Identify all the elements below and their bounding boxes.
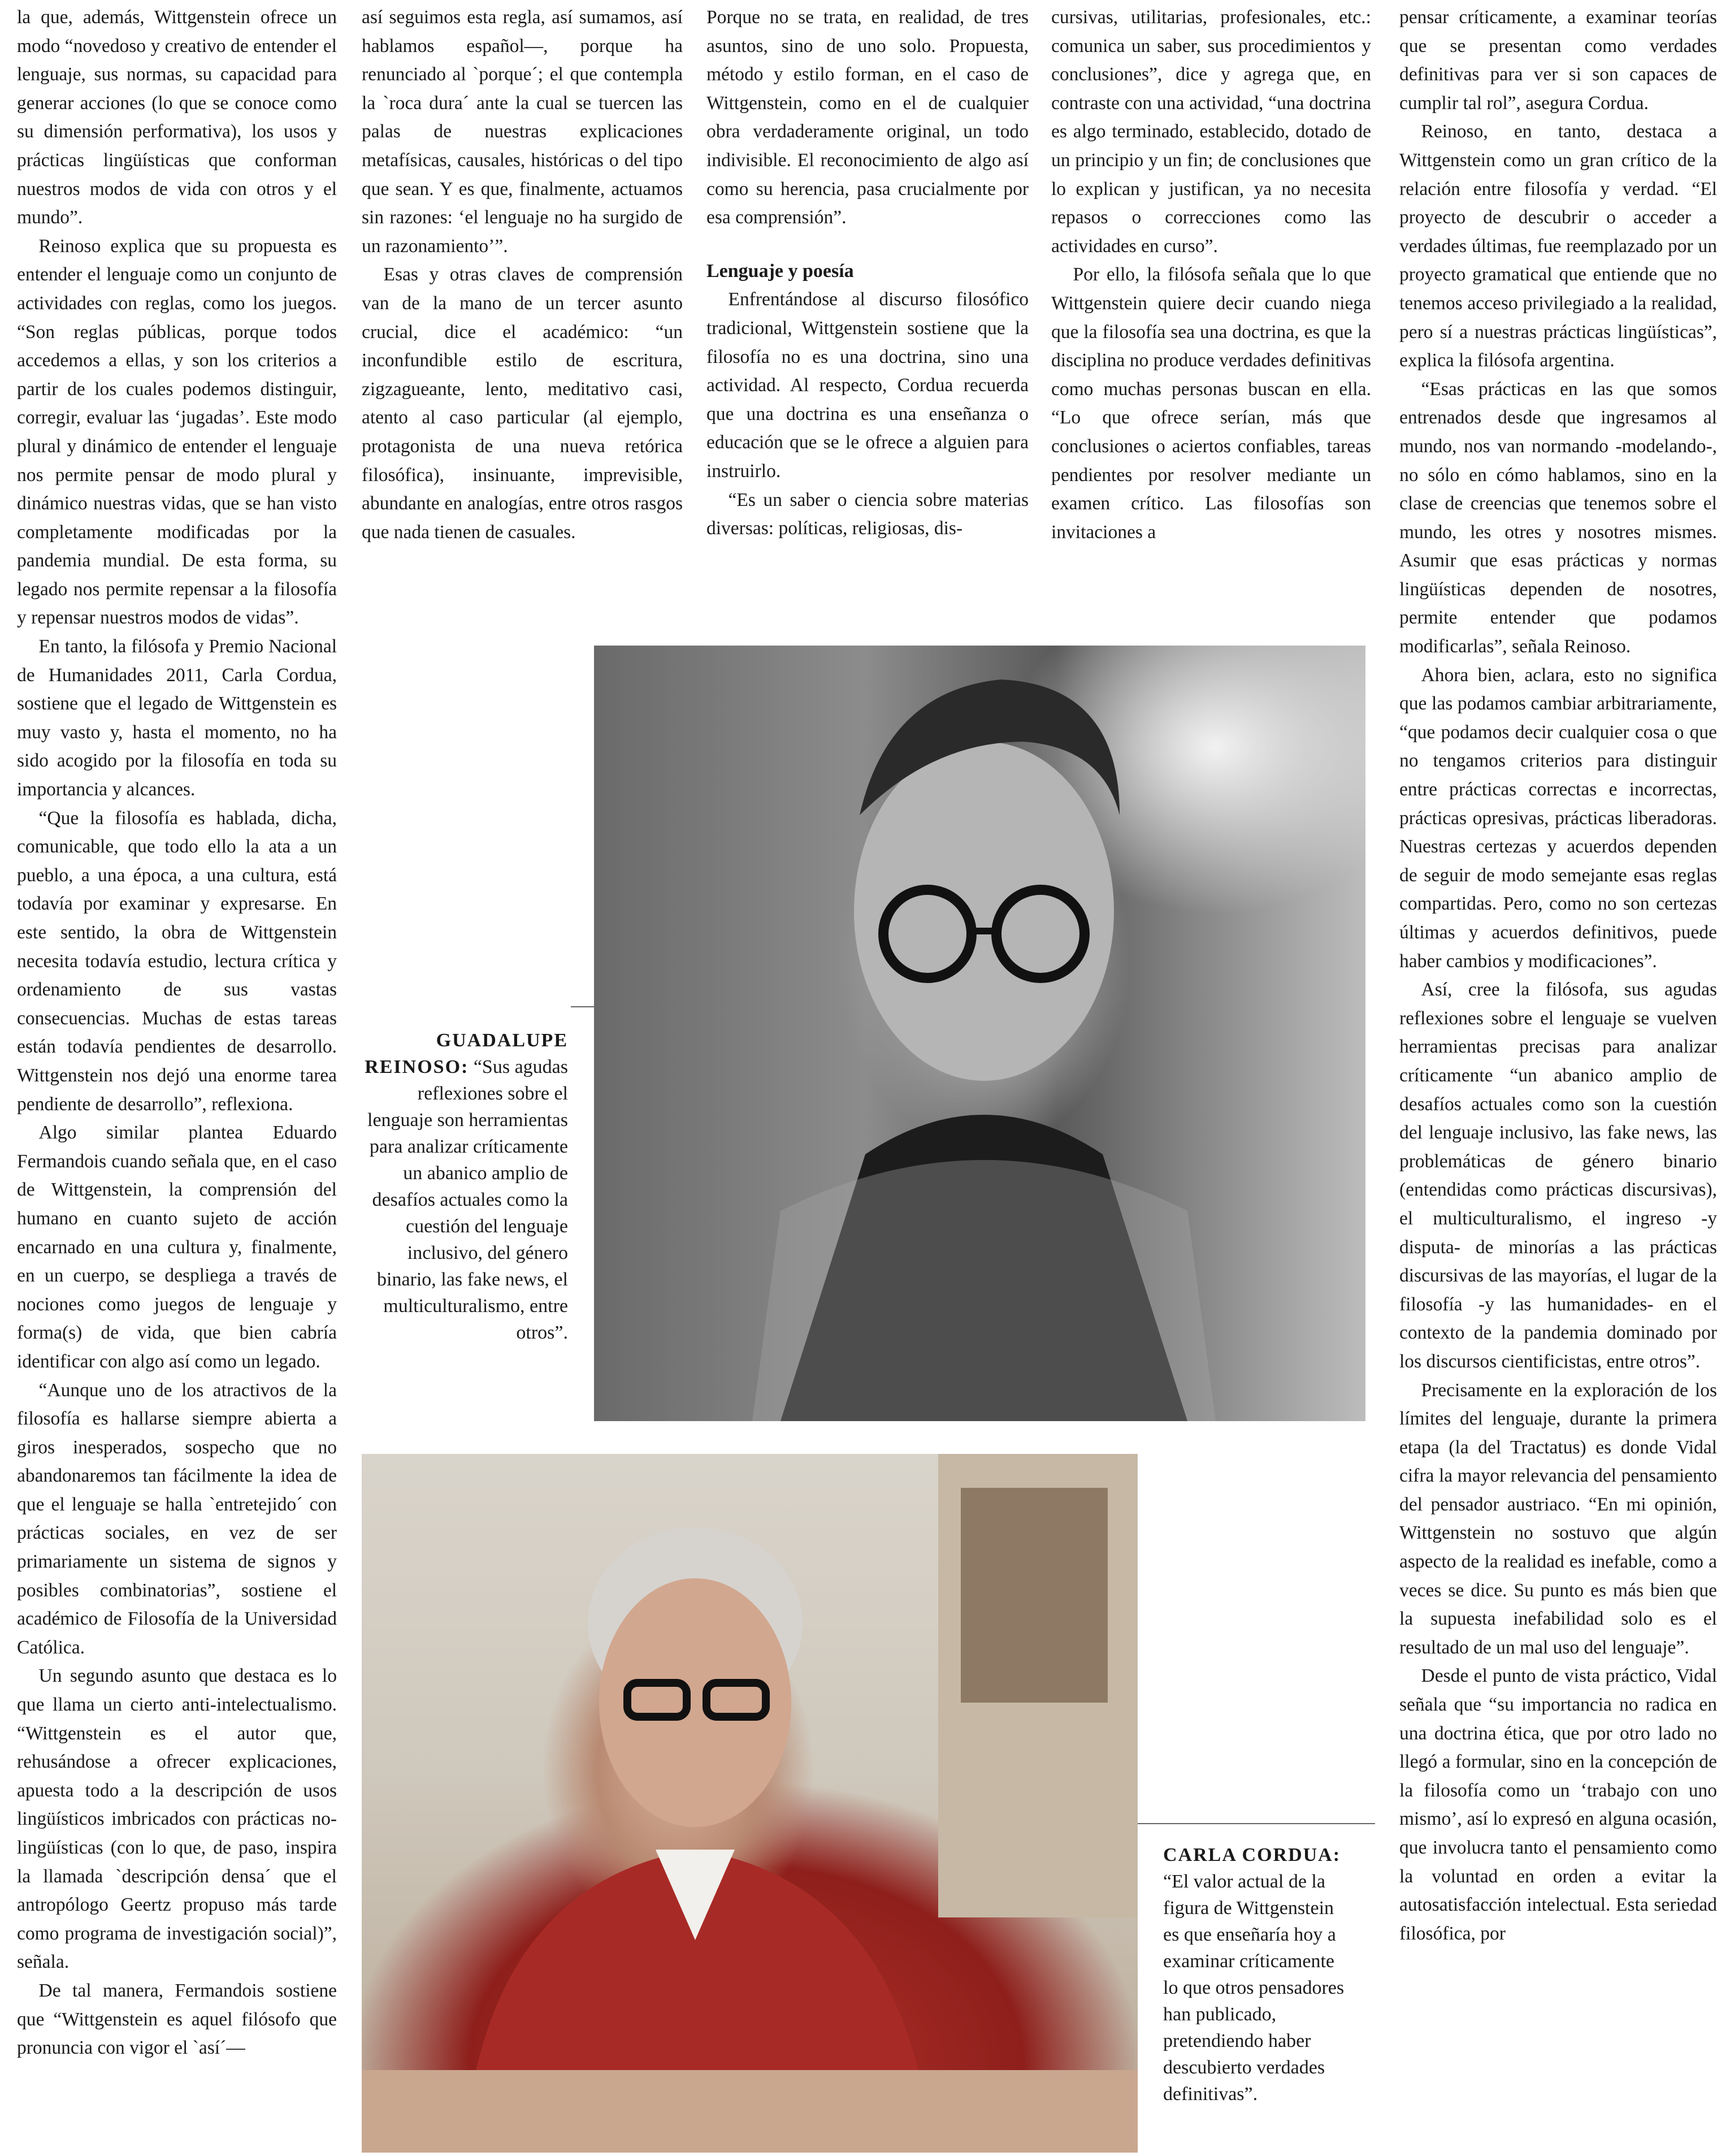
article-paragraph: Un segundo asunto que destaca es lo que llama un cierto anti-intelectualismo. “Wittgenstein es el autor que, rehusándose a ofrecer explicaciones, apuesta todo a la descripción de usos lingüísticos imbricados con prácticas no-lingüísticas (con lo que, de paso, inspira la llamada `descripción densa´ que el antropólogo Geertz propuso más tarde como programa de investigación social)”, señala. <box>17 1665 337 1973</box>
article-paragraph: “Que la filosofía es hablada, dicha, comunicable, que todo ello la ata a un pueblo, a una época, a una cultura, está todavía por examinar y expresarse. En este sentido, la obra de Wittgenstein necesita todavía estudio, lectura crítica y ordenamiento de sus vastas consecuencias. Muchas de estas tareas están todavía pendientes de desarrollo. Wittgenstein nos dejó una enorme tarea pendiente de desarrollo”, reflexiona. <box>17 807 337 1115</box>
cordua-photo-caption <box>1163 1842 1350 2107</box>
reinoso-portrait-photo <box>594 646 1365 1421</box>
article-column-5 <box>1399 3 1717 1948</box>
article-column-1 <box>17 3 337 2063</box>
article-paragraph: Reinoso explica que su propuesta es entender el lenguaje como un conjunto de actividades con reglas, como los juegos. “Son reglas públicas, porque todos accedemos a ellas, y son los criterios a partir de los cuales podemos distinguir, corregir, evaluar las ‘jugadas’. Este modo plural y dinámico de entender el lenguaje nos permite pensar de modo plural y dinámico nuestras vidas, que se han visto completamente modificadas por la pandemia mundial. De esta forma, su legado nos permite repensar a la filosofía y repensar nuestros modos de vidas”. <box>17 235 337 629</box>
article-paragraph: “Esas prácticas en las que somos entrenados desde que ingresamos al mundo, nos van normando -modelando-, no sólo en cómo hablamos, sino en la clase de creencias que tenemos sobre el mundo, les otres y nosotres mismes. Asumir que esas prácticas y normas lingüísticas dependen de nosotres, permite entender que podamos modificarlas”, señala Reinoso. <box>1399 378 1717 657</box>
article-paragraph: Por ello, la filósofa señala que lo que Wittgenstein quiere decir cuando niega que la filosofía sea una doctrina, es que la disciplina no produce verdades definitivas como muchas personas buscan en ella. “Lo que ofrece serían, más que conclusiones o aciertos confiables, tareas pendientes por resolver mediante un examen crítico. Las filosofías son invitaciones a <box>1051 264 1371 543</box>
caption-leader-line <box>571 1006 594 1007</box>
article-paragraph: Enfrentándose al discurso filosófico tradicional, Wittgenstein sostiene que la filosofía no es una doctrina, sino una actividad. Al respecto, Cordua recuerda que una doctrina es una enseñanza o educación que se le ofrece a alguien para instruirlo. <box>706 289 1029 482</box>
reinoso-silhouette <box>594 646 1365 1421</box>
section-heading: Lenguaje y poesía <box>706 260 854 282</box>
caption-quote: “El valor actual de la figura de Wittgenstein es que enseñaría hoy a examinar críticamente lo que otros pensadores han publicado, pretendiendo haber descubierto verdades definitivas”. <box>1163 1871 1345 2105</box>
caption-leader-line <box>1138 1823 1375 1824</box>
article-paragraph: Así, cree la filósofa, sus agudas reflexiones sobre el lenguaje se vuelven herramientas precisas para analizar críticamente “un abanico amplio de desafíos actuales como son la cuestión del lenguaje inclusivo, las fake news, las problemáticas de género binario (entendidas como prácticas discursivas), el multiculturalismo, el ingreso -y disputa- de minorías a las prácticas discursivas de las mayorías, el lugar de la filosofía -y las humanidades- en el contexto de la pandemia dominado por los discursos cientificistas, entre otros”. <box>1399 979 1717 1372</box>
cordua-portrait-photo <box>362 1454 1138 2153</box>
article-paragraph: cursivas, utilitarias, profesionales, etc.: comunica un saber, sus procedimientos y conclusiones”, dice y agrega que, en contraste con una actividad, “una doctrina es algo terminado, establecido, dotado de un principio y un fin; de conclusiones que lo explican y justifican, ya no necesita repasos o correcciones como las actividades en curso”. <box>1051 7 1371 257</box>
article-paragraph: “Es un saber o ciencia sobre materias diversas: políticas, religiosas, dis- <box>706 489 1029 539</box>
article-column-3 <box>706 3 1029 543</box>
caption-name: CARLA CORDUA: <box>1163 1845 1341 1865</box>
article-paragraph: Precisamente en la exploración de los límites del lenguaje, durante la primera etapa (la del Tractatus) es donde Vidal cifra la mayor relevancia del pensamiento del pensador austriaco. “En mi opinión, Wittgenstein no sostuvo que algún aspecto de la realidad es inefable, como a veces se dice. Su punto es más bien que la supuesta inefabilidad solo es el resultado de un mal uso del lenguaje”. <box>1399 1379 1717 1658</box>
article-paragraph: Reinoso, en tanto, destaca a Wittgenstein como un gran crítico de la relación entre filosofía y verdad. “El proyecto de descubrir o acceder a verdades últimas, fue reemplazado por un proyecto gramatical que entiende que no tenemos acceso privilegiado a la realidad, pero sí a nuestras prácticas lingüísticas”, explica la filósofa argentina. <box>1399 121 1717 371</box>
caption-quote: “Sus agudas reflexiones sobre el lenguaje son herramientas para analizar críticamente un abanico amplio de desafíos actuales como la cuestión del lenguaje inclusivo, del género binario, las fake news, el multiculturalismo, entre otros”. <box>367 1057 568 1343</box>
article-paragraph: Desde el punto de vista práctico, Vidal señala que “su importancia no radica en una doctrina ética, que por otro lado no llegó a formular, sino en la concepción de la filosofía como un ‘trabajo con uno mismo’, así lo expresó en alguna ocasión, que involucra tanto el pensamiento como la voluntad en orden a evitar la autosatisfacción intelectual. Esta seriedad filosófica, por <box>1399 1665 1717 1944</box>
article-paragraph: En tanto, la filósofa y Premio Nacional de Humanidades 2011, Carla Cordua, sostiene que el legado de Wittgenstein es muy vasto y, hasta el momento, no ha sido acogido por la filosofía en toda su importancia y alcances. <box>17 636 337 800</box>
caption-name: GUADALUPE REINOSO: <box>365 1030 568 1077</box>
reinoso-photo-caption <box>362 1027 568 1346</box>
article-paragraph: pensar críticamente, a examinar teorías que se presentan como verdades definitivas para ver si son capaces de cumplir tal rol”, asegura Cordua. <box>1399 7 1717 114</box>
article-paragraph: Ahora bien, aclara, esto no significa que las podamos cambiar arbitrariamente, “que podamos decir cualquier cosa o que no tengamos criterios para distinguir entre prácticas correctas e incorrectas, prácticas opresivas, prácticas liberadoras. Nuestras certezas y acuerdos dependen de seguir de modo semejante esas reglas compartidas. Pero, como no son certezas últimas y acuerdos definitivos, puede haber cambios y modificaciones”. <box>1399 664 1717 972</box>
article-paragraph: Algo similar plantea Eduardo Fermandois cuando señala que, en el caso de Wittgenstein, la comprensión del humano en cuanto sujeto de acción encarnado en una cultura y, finalmente, en un cuerpo, se despliega a través de nociones como juegos de lenguaje y forma(s) de vida, que bien cabría identificar con algo así como un legado. <box>17 1122 337 1372</box>
cordua-silhouette <box>362 1454 1138 2153</box>
article-paragraph: Esas y otras claves de comprensión van de la mano de un tercer asunto crucial, dice el académico: “un inconfundible estilo de escritura, zigzagueante, lento, meditativo casi, atento al caso particular (al ejemplo, protagonista de una nueva retórica filosófica), insinuante, imprevisible, abundante en analogías, entre otros rasgos que nada tienen de casuales. <box>362 264 683 543</box>
article-paragraph: “Aunque uno de los atractivos de la filosofía es hallarse siempre abierta a giros inesperados, sospecho que no abandonaremos tan fácilmente la idea de que el lenguaje se halla `entretejido´ con prácticas sociales, en vez de ser primariamente un sistema de signos y posibles combinatorias”, sostiene el académico de Filosofía de la Universidad Católica. <box>17 1379 337 1658</box>
article-paragraph: Porque no se trata, en realidad, de tres asuntos, sino de uno solo. Propuesta, método y estilo forman, en el caso de Wittgenstein, como en el de cualquier obra verdaderamente original, un todo indivisible. El reconocimiento de algo así como su herencia, pasa crucialmente por esa comprensión”. <box>706 7 1029 228</box>
article-paragraph: así seguimos esta regla, así sumamos, así hablamos español—, porque ha renunciado al `porque´; el que contempla la `roca dura´ ante la cual se tuercen las palas de nuestras explicaciones metafísicas, causales, históricas o del tipo que sean. Y es que, finalmente, actuamos sin razones: ‘el lenguaje no ha surgido de un razonamiento’”. <box>362 7 683 257</box>
article-paragraph: la que, además, Wittgenstein ofrece un modo “novedoso y creativo de entender el lenguaje, sus normas, su capacidad para generar acciones (lo que se conoce como su dimensión performativa), los usos y prácticas lingüísticas que conforman nuestros modos de vida con otros y el mundo”. <box>17 7 337 228</box>
article-column-2 <box>362 3 683 547</box>
article-paragraph: De tal manera, Fermandois sostiene que “Wittgenstein es aquel filósofo que pronuncia con vigor el `así´— <box>17 1980 337 2059</box>
article-column-4 <box>1051 3 1371 547</box>
